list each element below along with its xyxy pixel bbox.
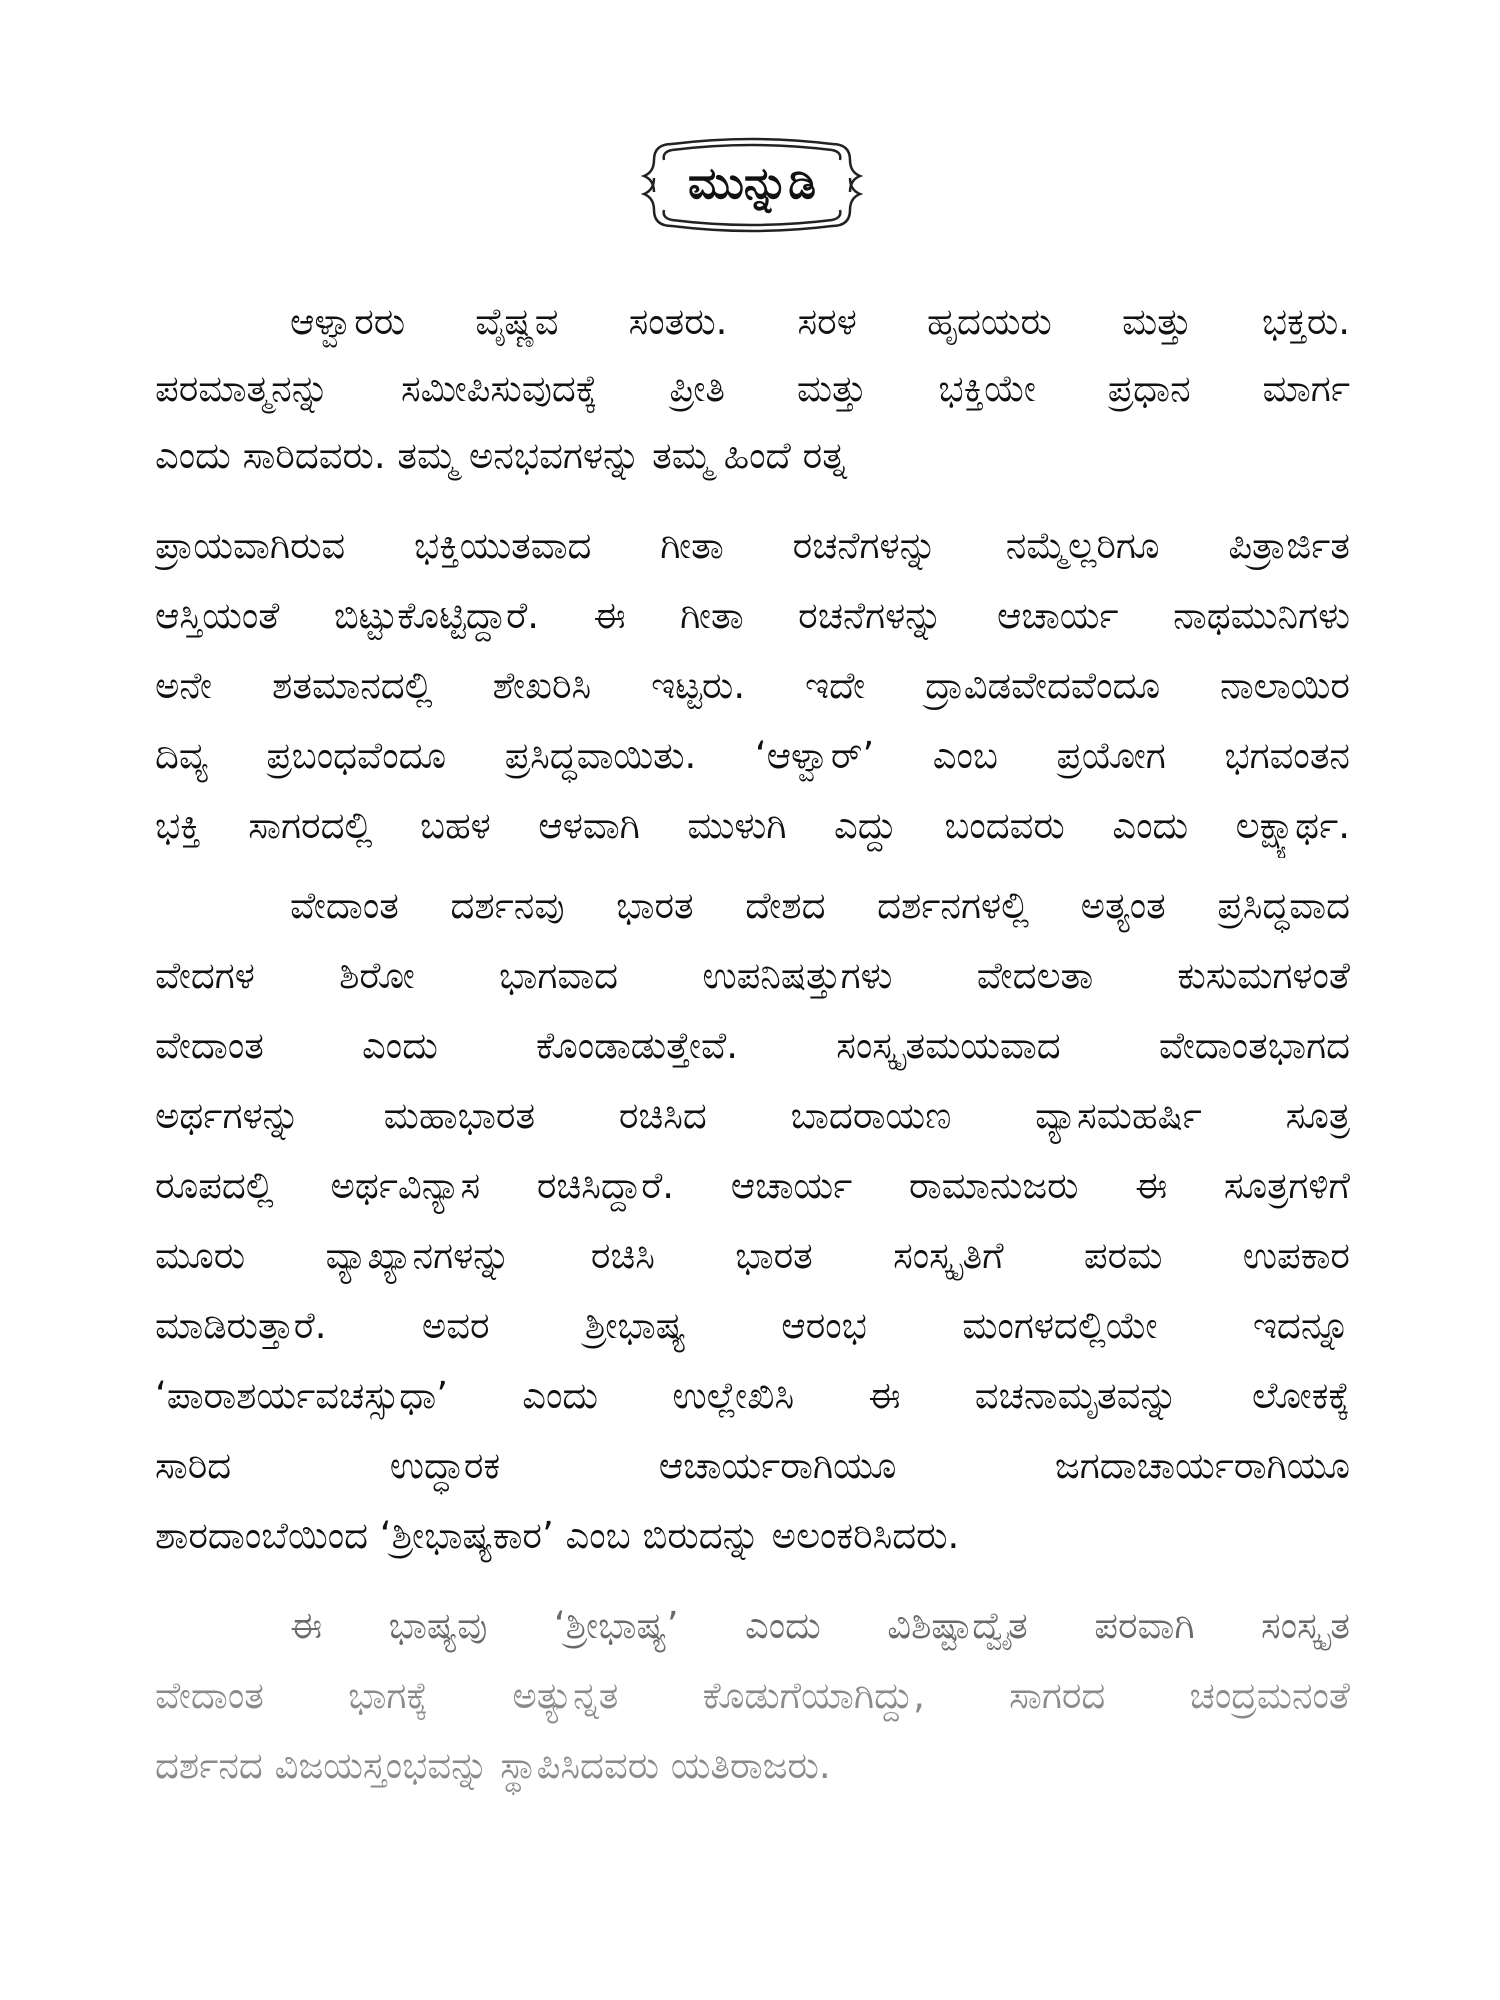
- text-line: ವೇದಾಂತ ಭಾಗಕ್ಕೆ ಅತ್ಯುನ್ನತ ಕೊಡುಗೆಯಾಗಿದ್ದು, ಸಾಗರದ ಚಂದ್ರಮನಂತೆ: [155, 1674, 1350, 1717]
- text-line: ಆಳ್ವಾರರು ವೈಷ್ಣವ ಸಂತರು. ಸರಳ ಹೃದಯರು ಮತ್ತು ಭಕ್ತರು.: [290, 300, 1350, 343]
- text-line: ಸಾರಿದ ಉದ್ಧಾರಕ ಆಚಾರ್ಯರಾಗಿಯೂ ಜಗದಾಚಾರ್ಯರಾಗಿಯೂ: [155, 1444, 1350, 1487]
- text-line: ಎಂದು ಸಾರಿದವರು. ತಮ್ಮ ಅನಭವಗಳನ್ನು ತಮ್ಮ ಹಿಂದೆ ರತ್ನ: [155, 434, 847, 477]
- text-line: ದರ್ಶನದ ವಿಜಯಸ್ತಂಭವನ್ನು ಸ್ಥಾಪಿಸಿದವರು ಯತಿರಾಜರು.: [155, 1744, 831, 1787]
- text-line: ವೇದಗಳ ಶಿರೋ ಭಾಗವಾದ ಉಪನಿಷತ್ತುಗಳು ವೇದಲತಾ ಕುಸುಮಗಳಂತೆ: [155, 954, 1350, 997]
- text-line: ಈ ಭಾಷ್ಯವು ‘ಶ್ರೀಭಾಷ್ಯ’ ಎಂದು ವಿಶಿಷ್ಟಾದ್ವೈತ ಪರವಾಗಿ ಸಂಸ್ಕೃತ: [290, 1604, 1350, 1647]
- text-line: ‘ಪಾರಾಶರ್ಯವಚಸ್ಸುಧಾ’ ಎಂದು ಉಲ್ಲೇಖಿಸಿ ಈ ವಚನಾಮೃತವನ್ನು ಲೋಕಕ್ಕೆ: [155, 1374, 1350, 1417]
- text-line: ಪರಮಾತ್ಮನನ್ನು ಸಮೀಪಿಸುವುದಕ್ಕೆ ಪ್ರೀತಿ ಮತ್ತು ಭಕ್ತಿಯೇ ಪ್ರಧಾನ ಮಾರ್ಗ: [155, 367, 1350, 410]
- text-line: ವೇದಾಂತ ದರ್ಶನವು ಭಾರತ ದೇಶದ ದರ್ಶನಗಳಲ್ಲಿ ಅತ್ಯಂತ ಪ್ರಸಿದ್ಧವಾದ: [290, 884, 1350, 927]
- text-line: ಮಾಡಿರುತ್ತಾರೆ. ಅವರ ಶ್ರೀಭಾಷ್ಯ ಆರಂಭ ಮಂಗಳದಲ್ಲಿಯೇ ಇದನ್ನೂ: [155, 1304, 1350, 1347]
- text-line: ಅರ್ಥಗಳನ್ನು ಮಹಾಭಾರತ ರಚಿಸಿದ ಬಾದರಾಯಣ ವ್ಯಾಸಮಹರ್ಷಿ ಸೂತ್ರ: [155, 1094, 1350, 1137]
- text-line: ಶಾರದಾಂಬೆಯಿಂದ ‘ಶ್ರೀಭಾಷ್ಯಕಾರ’ ಎಂಬ ಬಿರುದನ್ನು ಅಲಂಕರಿಸಿದರು.: [155, 1514, 960, 1557]
- text-line: ದಿವ್ಯ ಪ್ರಬಂಧವೆಂದೂ ಪ್ರಸಿದ್ಧವಾಯಿತು. ‘ಆಳ್ವಾರ್’ ಎಂಬ ಪ್ರಯೋಗ ಭಗವಂತನ: [155, 734, 1350, 777]
- text-line: ವೇದಾಂತ ಎಂದು ಕೊಂಡಾಡುತ್ತೇವೆ. ಸಂಸ್ಕೃತಮಯವಾದ ವೇದಾಂತಭಾಗದ: [155, 1024, 1350, 1067]
- heading-frame: [632, 130, 872, 240]
- text-line: ಮೂರು ವ್ಯಾಖ್ಯಾನಗಳನ್ನು ರಚಿಸಿ ಭಾರತ ಸಂಸ್ಕೃತಿಗೆ ಪರಮ ಉಪಕಾರ: [155, 1234, 1350, 1277]
- text-line: ಆಸ್ತಿಯಂತೆ ಬಿಟ್ಟುಕೊಟ್ಟಿದ್ದಾರೆ. ಈ ಗೀತಾ ರಚನೆಗಳನ್ನು ಆಚಾರ್ಯ ನಾಥಮುನಿಗಳು: [155, 594, 1350, 637]
- text-line: ಪ್ರಾಯವಾಗಿರುವ ಭಕ್ತಿಯುತವಾದ ಗೀತಾ ರಚನೆಗಳನ್ನು ನಮ್ಮೆಲ್ಲರಿಗೂ ಪಿತ್ರಾರ್ಜಿತ: [155, 524, 1350, 567]
- text-line: ಭಕ್ತಿ ಸಾಗರದಲ್ಲಿ ಬಹಳ ಆಳವಾಗಿ ಮುಳುಗಿ ಎದ್ದು ಬಂದವರು ಎಂದು ಲಕ್ಷ್ಯಾರ್ಥ.: [155, 804, 1350, 847]
- page-title: ಮುನ್ನುಡಿ: [688, 158, 816, 209]
- text-line: ಅನೇ ಶತಮಾನದಲ್ಲಿ ಶೇಖರಿಸಿ ಇಟ್ಟರು. ಇದೇ ದ್ರಾವಿಡವೇದವೆಂದೂ ನಾಲಾಯಿರ: [155, 664, 1350, 707]
- text-line: ರೂಪದಲ್ಲಿ ಅರ್ಥವಿನ್ಯಾಸ ರಚಿಸಿದ್ದಾರೆ. ಆಚಾರ್ಯ ರಾಮಾನುಜರು ಈ ಸೂತ್ರಗಳಿಗೆ: [155, 1164, 1350, 1207]
